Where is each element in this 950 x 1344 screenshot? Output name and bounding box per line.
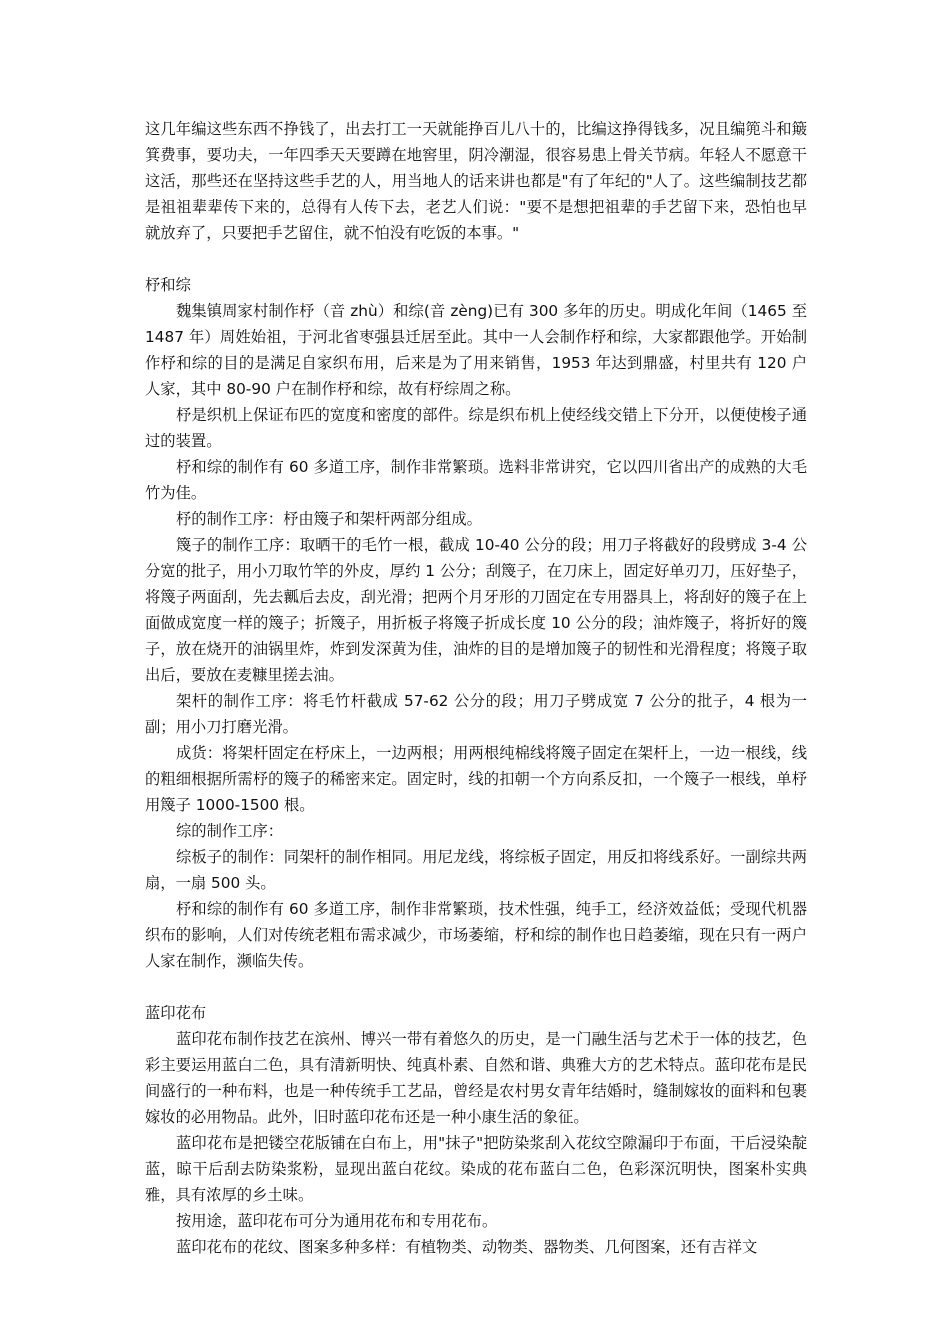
paragraph: 蓝印花布制作技艺在滨州、博兴一带有着悠久的历史，是一门融生活与艺术于一体的技艺，色彩主要运用蓝白二色，具有清新明快、纯真朴素、自然和谐、典雅大方的艺术特点。蓝印花布是民间盛行的一种布料，也是一种传统手工艺品，曾经是农村男女青年结婚时，缝制嫁妆的面料和包裹嫁妆的必用物品。此外，旧时蓝印花布还是一种小康生活的象征。 xyxy=(145,1030,807,1126)
paragraph: 综的制作工序： xyxy=(176,822,284,840)
paragraph: 魏集镇周家村制作杼（音 zhù）和综(音 zèng)已有 300 多年的历史。明成化年间（1465 至 1487 年）周姓始祖，于河北省枣强县迁居至此。其中一人会制作杼和综，大家都跟他学。开始制作杼和综的目的是满足自家织布用，后来是为了用来销售，1953 年达到鼎盛，村里共有 120 户人家，其中 80-90 户在制作杼和综，故有杼综周之称。 xyxy=(145,302,807,398)
paragraph: 蓝印花布的花纹、图案多种多样：有植物类、动物类、器物类、几何图案，还有吉祥文 xyxy=(176,1238,758,1256)
intro-paragraph: 这几年编这些东西不挣钱了，出去打工一天就能挣百儿八十的，比编这挣得钱多，况且编篼斗和簸箕费事，要功夫，一年四季天天要蹲在地窖里，阴冷潮湿，很容易患上骨关节病。年轻人不愿意干这活，那些还在坚持这些手艺的人，用当地人的话来讲也都是"有了年纪的"人了。这些编制技艺都是祖祖辈辈传下来的，总得有人传下去，老艺人们说："要不是想把祖辈的手艺留下来，恐怕也早就放弃了，只要把手艺留住，就不怕没有吃饭的本事。" xyxy=(145,120,807,242)
paragraph: 杼和综的制作有 60 多道工序，制作非常繁琐，技术性强，纯手工，经济效益低；受现代机器织布的影响，人们对传统老粗布需求减少，市场萎缩，杼和综的制作也日趋萎缩，现在只有一两户人家在制作，濒临失传。 xyxy=(145,900,807,970)
paragraph: 综板子的制作：同架杆的制作相同。用尼龙线，将综板子固定，用反扣将线系好。一副综共两扇，一扇 500 头。 xyxy=(145,848,807,892)
paragraph: 成货：将架杆固定在杼床上，一边两根；用两根纯棉线将篾子固定在架杆上，一边一根线，线的粗细根据所需杼的篾子的稀密来定。固定时，线的扣朝一个方向系反扣，一个篾子一根线，单杼用篾子 1000-1500 根。 xyxy=(145,744,807,814)
paragraph: 杼和综的制作有 60 多道工序，制作非常繁琐。选料非常讲究，它以四川省出产的成熟的大毛竹为佳。 xyxy=(145,458,807,502)
section-heading-zhu-zeng: 杼和综 xyxy=(145,276,191,294)
paragraph: 杼是织机上保证布匹的宽度和密度的部件。综是织布机上使经线交错上下分开，以便使梭子通过的装置。 xyxy=(145,406,807,450)
paragraph: 架杆的制作工序：将毛竹杆截成 57-62 公分的段；用刀子劈成宽 7 公分的批子，4 根为一副；用小刀打磨光滑。 xyxy=(145,692,807,736)
document-body xyxy=(145,116,807,1260)
paragraph: 蓝印花布是把镂空花版铺在白布上，用"抹子"把防染浆刮入花纹空隙漏印于布面，干后浸染靛蓝，晾干后刮去防染浆粉，显现出蓝白花纹。染成的花布蓝白二色，色彩深沉明快，图案朴实典雅，具有浓厚的乡土味。 xyxy=(145,1134,807,1204)
paragraph: 篾子的制作工序：取晒干的毛竹一根，截成 10-40 公分的段；用刀子将截好的段劈成 3-4 公分宽的批子，用小刀取竹竿的外皮，厚约 1 公分；刮篾子，在刀床上，固定好单刃刀，压好垫子，将篾子两面刮，先去瓤后去皮，刮光滑；把两个月牙形的刀固定在专用器具上，将刮好的篾子在上面做成宽度一样的篾子；折篾子，用折板子将篾子折成长度 10 公分的段；油炸篾子，将折好的篾子，放在烧开的油锅里炸，炸到发深黄为佳，油炸的目的是增加篾子的韧性和光滑程度；将篾子取出后，要放在麦糠里搓去油。 xyxy=(145,536,807,684)
paragraph: 按用途，蓝印花布可分为通用花布和专用花布。 xyxy=(176,1212,498,1230)
section-heading-blue-print-cloth: 蓝印花布 xyxy=(145,1004,207,1022)
paragraph: 杼的制作工序：杼由篾子和架杆两部分组成。 xyxy=(176,510,482,528)
